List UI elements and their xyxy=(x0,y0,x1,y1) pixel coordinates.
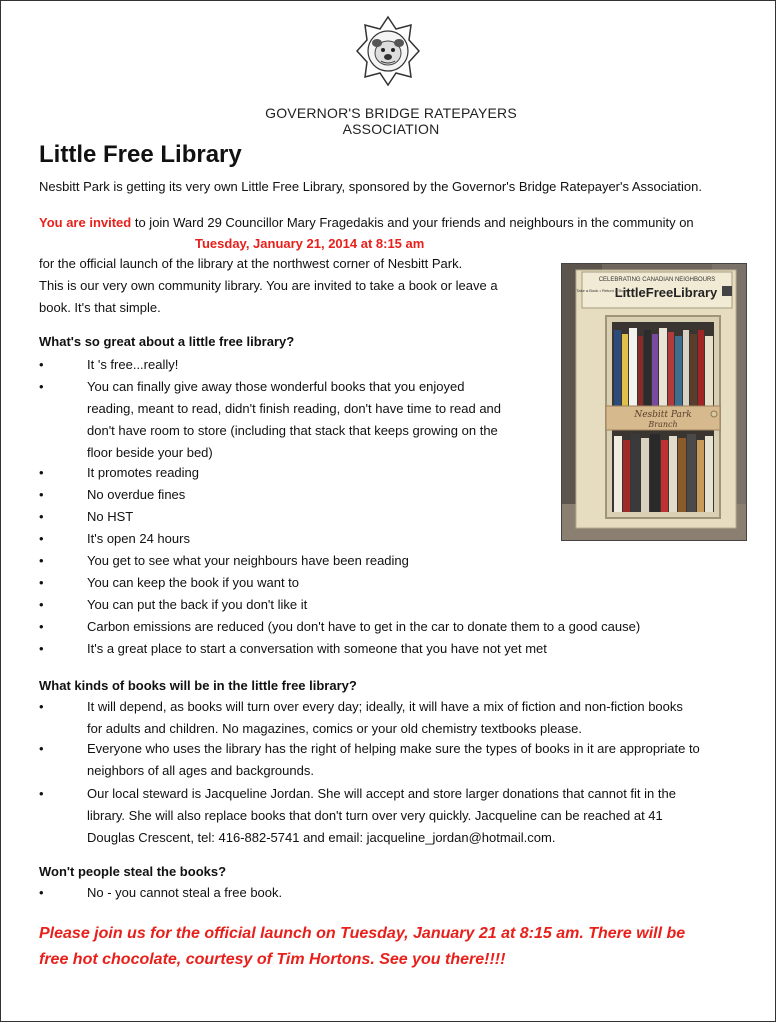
library-cabinet-illustration xyxy=(562,264,746,540)
invite-rest: to join Ward 29 Councillor Mary Fragedakis and your friends and neighbours in the community on xyxy=(131,215,694,230)
invite-lead: You are invited xyxy=(39,215,132,230)
organization-name: GOVERNOR'S BRIDGE RATEPAYERS ASSOCIATION xyxy=(265,105,517,137)
closing-message xyxy=(39,921,759,973)
library-photo xyxy=(561,263,747,541)
invite-line-2: This is our very own community library. You are invited to take a book or leave a xyxy=(39,278,498,293)
sign-main-text: LittleFreeLibrary xyxy=(614,285,718,300)
closing-line-2: free hot chocolate, courtesy of Tim Hortons. See you there!!!! xyxy=(39,951,506,968)
document-page: GOVERNOR'S BRIDGE RATEPAYERS ASSOCIATION Little Free Library Nesbitt Park is getting its very own Little Free Library, sponsored by the Governor's Bridge Ratepayer's Association. You are invited to join Ward 29 Councillor Mary Fragedakis and your friends and neighbours in the community on Tuesday, January 21, 2014 at 8:15 am for the official launch of the library at the northwest corner of Nesbitt Park. This is our very own community library. You are invited to take a book or leave a book. It's that simple. CELEBRATING CANADIAN NEIGHBOURS LittleFreeLibrary Take a Book • Return a Book Nesbitt Park Branch What's so great about a little free library? • It 's free...really! • You can finally give away those wonderful books that you enjoyed reading, meant to read, didn't finish reading, don't have time to read and don't have room to store (including that stack that keeps growing on the floor beside your bed) • It promotes reading • No overdue fines • No HST • It's open 24 hours • You get to see what your neighbours have been reading • You can keep the book if you want to • You can put the back if you don't like it • Carbon emissions are reduced (you don't have to get in the car to donate them to a good cause) • It's a great place to start a conversation with someone that you have not yet met What kinds of books will be in the little free library? • It will depend, as books will turn over every day; ideally, it will have a mix of fiction and non-fiction books for adults and children. No magazines, comics or your old chemistry textbooks please. • Everyone who uses the library has the right of helping make sure the types of books in it are appropriate to neighbors of all ages and backgrounds. • Our local steward is Jacqueline Jordan. She will accept and store larger donations that cannot fit in the library. She will also replace books that don't turn over very quickly. Jacqueline can be reached at 41 Douglas Crescent, tel: 416-882-5741 and email: jacqueline_jordan@hotmail.com. Won't people steal the books? • No - you cannot steal a free book. Please join us for the official launch on Tuesday, January 21 at 8:15 am. There will be free hot chocolate, courtesy of Tim Hortons. See you there!!!! xyxy=(0,0,776,1022)
invite-line-1: for the official launch of the library at the northwest corner of Nesbitt Park. xyxy=(39,256,463,271)
branch-sign-line2: Branch xyxy=(648,420,678,429)
invite-line-3: book. It's that simple. xyxy=(39,300,161,315)
section-heading-stealing: Won't people steal the books? xyxy=(39,864,227,879)
intro-paragraph: Nesbitt Park is getting its very own Little Free Library, sponsored by the Governor's Bridge Ratepayer's Association. xyxy=(39,179,702,194)
branch-sign-line1: Nesbitt Park xyxy=(634,410,692,420)
bulldog-rose-logo-icon xyxy=(355,15,421,91)
sign-top-text: CELEBRATING CANADIAN NEIGHBOURS xyxy=(598,277,716,283)
section-heading-benefits: What's so great about a little free library? xyxy=(39,334,295,349)
launch-date: Tuesday, January 21, 2014 at 8:15 am xyxy=(195,236,425,251)
invite-line xyxy=(39,212,694,234)
closing-line-1: Please join us for the official launch on Tuesday, January 21 at 8:15 am. There will be xyxy=(39,925,686,942)
section-heading-books: What kinds of books will be in the little free library? xyxy=(39,678,357,693)
sign-side-text: Take a Book • Return a Book xyxy=(576,288,628,293)
page-title: Little Free Library xyxy=(39,141,242,168)
